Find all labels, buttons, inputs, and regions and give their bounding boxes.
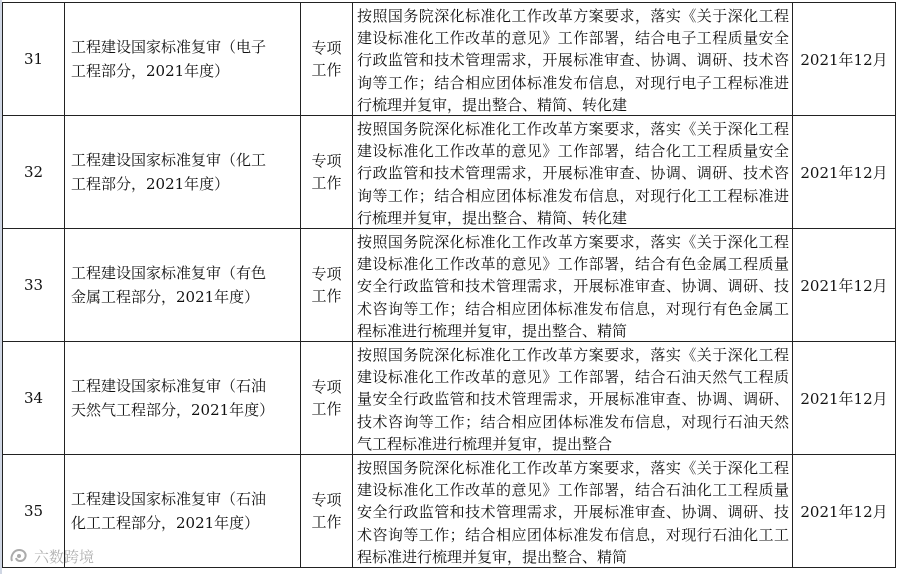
project-name-cell [65, 342, 301, 455]
work-type-line: 工作 [311, 174, 342, 192]
watermark-text: 六数跨境 [34, 547, 95, 566]
project-name-line: 天然气工程部分，2021年度） [71, 401, 275, 419]
work-content-text: 按照国务院深化标准化工作改革方案要求，落实《关于深化工程建设标准化工作改革的意见》工作部署，结合石油化工工程质量安全行政监管和技术管理需求，开展标准审查、协调、调研、技术咨询等工作；结合相应团体标准发布信息，对现行石油化工工程标准进行梳理并复审，提出整合、精简 [357, 459, 789, 566]
work-type-cell [301, 455, 353, 568]
completion-date: 2021年12月 [793, 116, 896, 229]
project-name-cell [65, 229, 301, 342]
row-number: 34 [3, 342, 65, 455]
project-name-line: 工程建设国家标准复审（石油 [71, 490, 267, 508]
completion-date: 2021年12月 [793, 229, 896, 342]
watermark-logo-icon [8, 545, 30, 567]
table-row [3, 3, 896, 116]
table-row [3, 229, 896, 342]
table-row [3, 116, 896, 229]
project-name-line: 工程建设国家标准复审（化工 [71, 151, 267, 169]
table-row [3, 455, 896, 568]
project-name-line: 工程建设国家标准复审（电子 [71, 38, 267, 56]
row-number: 35 [3, 455, 65, 568]
work-type-line: 工作 [311, 61, 342, 79]
work-content-text: 按照国务院深化标准化工作改革方案要求，落实《关于深化工程建设标准化工作改革的意见》工作部署，结合电子工程质量安全行政监管和技术管理需求，开展标准审查、协调、调研、技术咨询等工作；结合相应团体标准发布信息，对现行电子工程标准进行梳理并复审，提出整合、精简、转化建 [357, 7, 789, 114]
project-name-line: 工程建设国家标准复审（石油 [71, 377, 267, 395]
completion-date: 2021年12月 [793, 455, 896, 568]
project-name-line: 金属工程部分，2021年度） [71, 288, 260, 306]
work-type-line: 专项 [311, 39, 342, 57]
work-type-cell [301, 229, 353, 342]
project-name-cell [65, 455, 301, 568]
row-number: 33 [3, 229, 65, 342]
work-content-cell [353, 342, 793, 455]
work-content-cell [353, 229, 793, 342]
work-content-text: 按照国务院深化标准化工作改革方案要求，落实《关于深化工程建设标准化工作改革的意见》工作部署，结合有色金属工程质量安全行政监管和技术管理需求，开展标准审查、协调、调研、技术咨询等工作；结合相应团体标准发布信息，对现行有色金属工程标准进行梳理并复审，提出整合、精简 [357, 233, 789, 340]
project-name-line: 工程部分，2021年度） [71, 62, 230, 80]
completion-date: 2021年12月 [793, 3, 896, 116]
project-name-line: 工程建设国家标准复审（有色 [71, 264, 267, 282]
standards-table [2, 2, 896, 568]
project-name-cell [65, 3, 301, 116]
project-name-line: 工程部分，2021年度） [71, 175, 230, 193]
work-type-line: 工作 [311, 513, 342, 531]
work-type-cell [301, 342, 353, 455]
completion-date: 2021年12月 [793, 342, 896, 455]
work-type-line: 工作 [311, 287, 342, 305]
work-type-line: 专项 [311, 265, 342, 283]
row-number: 31 [3, 3, 65, 116]
work-type-line: 专项 [311, 378, 342, 396]
project-name-cell [65, 116, 301, 229]
row-number: 32 [3, 116, 65, 229]
work-type-cell [301, 116, 353, 229]
work-content-cell [353, 455, 793, 568]
work-type-line: 专项 [311, 152, 342, 170]
work-content-text: 按照国务院深化标准化工作改革方案要求，落实《关于深化工程建设标准化工作改革的意见》工作部署，结合化工工程质量安全行政监管和技术管理需求，开展标准审查、协调、调研、技术咨询等工作；结合相应团体标准发布信息，对现行化工工程标准进行梳理并复审，提出整合、精简、转化建 [357, 120, 789, 227]
work-content-text: 按照国务院深化标准化工作改革方案要求，落实《关于深化工程建设标准化工作改革的意见》工作部署，结合石油天然气工程质量安全行政监管和技术管理需求，开展标准审查、协调、调研、技术咨询等工作；结合相应团体标准发布信息，对现行石油天然气工程标准进行梳理并复审，提出整合 [357, 346, 789, 453]
project-name-line: 化工工程部分，2021年度） [71, 514, 260, 532]
watermark [8, 544, 94, 568]
work-content-cell [353, 3, 793, 116]
work-type-line: 工作 [311, 400, 342, 418]
work-content-cell [353, 116, 793, 229]
work-type-line: 专项 [311, 491, 342, 509]
table-row [3, 342, 896, 455]
work-type-cell [301, 3, 353, 116]
